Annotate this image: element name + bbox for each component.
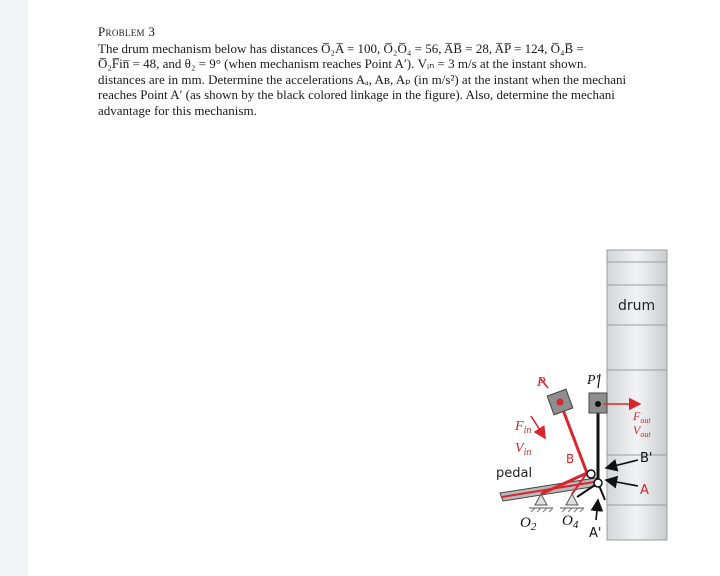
o4-label: $O_4$ (562, 513, 579, 531)
problem-line-1: The drum mechanism below has distances O̅₂A̅ = 100, O̅₂O̅₄ = 56, A̅B̅ = 28, A̅P̅ = 124, O̅₄B̅ = (98, 40, 584, 56)
fin-arrow (531, 416, 545, 438)
b-label: B (566, 452, 575, 466)
b-prime-label: B' (640, 451, 653, 466)
problem-line-2: O̅₂F̅in̅ = 48, and θ₂ = 9° (when mechanism reaches Point A′). Vᵢₙ = 3 m/s at the instant shown. (98, 56, 587, 71)
problem-line-4: reaches Point A′ (as shown by the black colored linkage in the figure). Also, determine the mechani (98, 87, 615, 102)
p-label: P (537, 375, 546, 390)
a-label: A (640, 483, 649, 498)
fout-label: $F_{out}$ (633, 409, 651, 425)
a-prime-label: A' (589, 526, 602, 541)
pedal-label: pedal (496, 466, 533, 481)
ground-pivot-o4 (560, 494, 584, 512)
p-prime-label: P' (587, 373, 599, 388)
problem-line-5: advantage for this mechanism. (98, 102, 257, 118)
vout-label: $V_{out}$ (633, 423, 651, 439)
drum-label: drum (618, 298, 656, 314)
red-linkage (541, 389, 587, 494)
problem-line-3: distances are in mm. Determine the accelerations Aₐ, Aʙ, Aₚ (in m/s²) at the instant when the mechani (98, 71, 627, 87)
mechanism-figure (28, 0, 720, 576)
a-prime-arrow (596, 500, 598, 520)
document-page (28, 0, 720, 576)
fin-label: $F_{in}$ (515, 419, 532, 436)
problem-heading: Problem 3 (98, 24, 156, 39)
drum (607, 250, 667, 540)
vin-label: $V_{in}$ (515, 441, 532, 458)
o2-label: $O_2$ (520, 515, 537, 533)
